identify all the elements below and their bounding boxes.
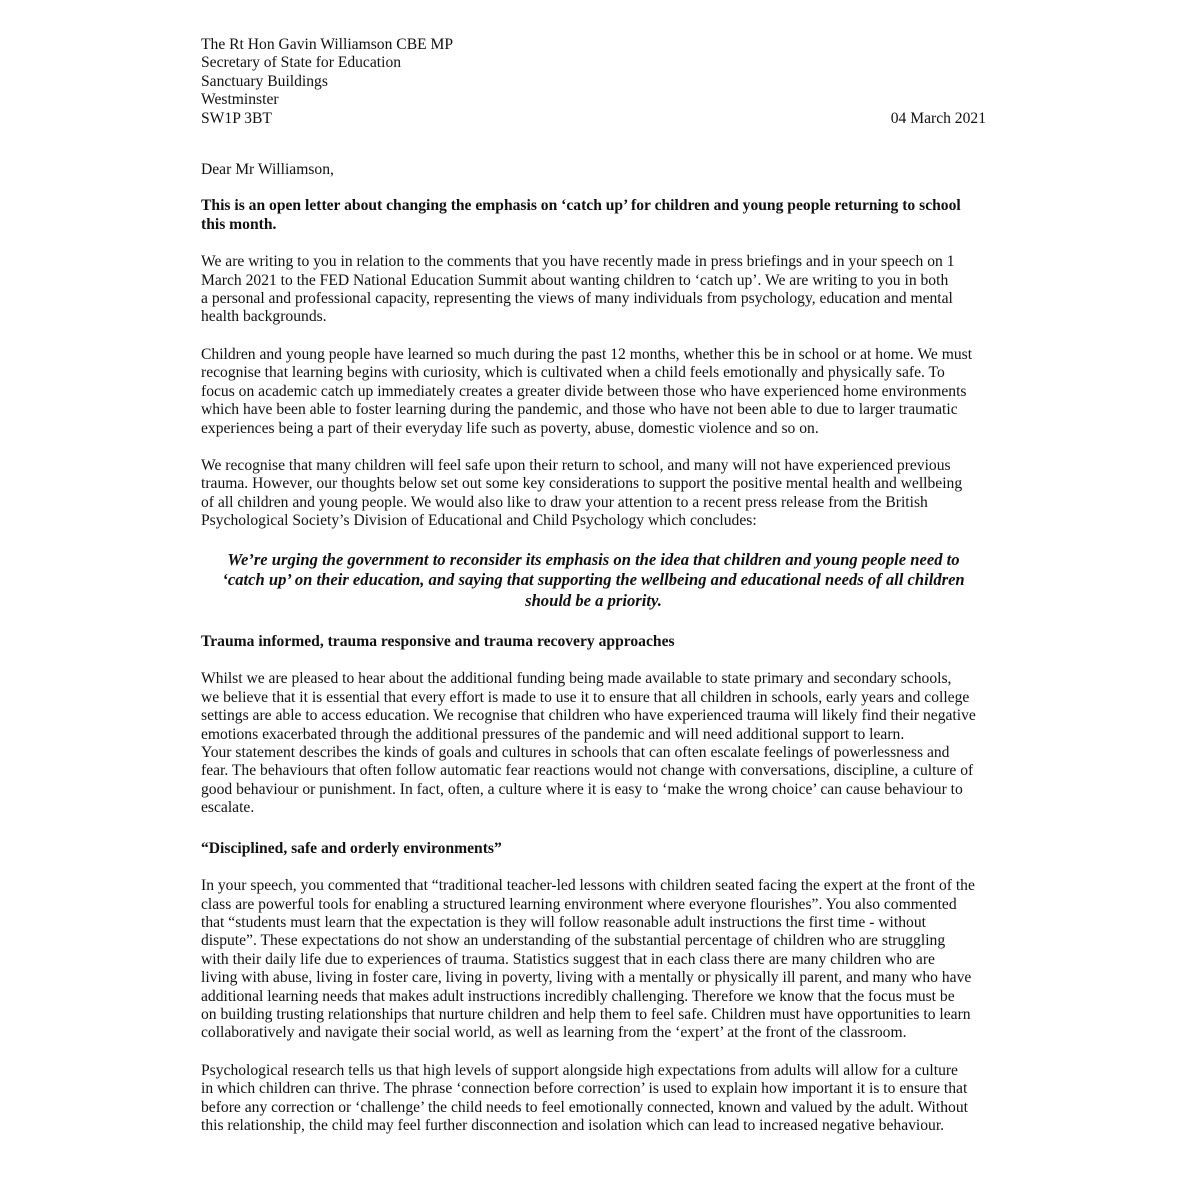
letter-date: 04 March 2021 bbox=[890, 109, 986, 127]
recipient-address bbox=[201, 36, 986, 128]
text-line: emotions exacerbated through the additional pressures of the pandemic and will need additional support to learn. bbox=[201, 725, 905, 743]
address-line: Sanctuary Buildings bbox=[201, 72, 328, 90]
address-line: Secretary of State for Education bbox=[201, 54, 402, 72]
text-line: fear. The behaviours that often follow automatic fear reactions would not change with conversations, discipline, a culture of bbox=[201, 762, 974, 780]
text-line: We recognise that many children will feel safe upon their return to school, and many will not have experienced previous bbox=[201, 456, 951, 474]
section-heading: Trauma informed, trauma responsive and trauma recovery approaches bbox=[201, 633, 675, 651]
text-line: with their daily life due to experiences of trauma. Statistics suggest that in each class there are many children who are bbox=[201, 950, 935, 968]
block-quote bbox=[201, 550, 986, 612]
text-line: which have been able to foster learning during the pandemic, and those who have not been able to due to larger traumatic bbox=[201, 401, 958, 419]
address-line: Westminster bbox=[201, 91, 279, 109]
intro-statement bbox=[201, 197, 986, 234]
text-line: before any correction or ‘challenge’ the child needs to feel emotionally connected, known and valued by the adult. Without bbox=[201, 1098, 968, 1116]
paragraph bbox=[201, 877, 986, 1043]
salutation: Dear Mr Williamson, bbox=[201, 161, 334, 179]
text-line: that “students must learn that the expectation is they will follow reasonable adult instructions the first time - without bbox=[201, 913, 926, 931]
text-line: experiences being a part of their everyday life such as poverty, abuse, domestic violence and so on. bbox=[201, 419, 819, 437]
paragraph bbox=[201, 670, 986, 817]
paragraph bbox=[201, 1062, 986, 1136]
text-line: Your statement describes the kinds of goals and cultures in schools that can often escalate feelings of powerlessness and bbox=[201, 744, 950, 762]
text-line: Psychological Society’s Division of Educational and Child Psychology which concludes: bbox=[201, 512, 757, 530]
text-line: collaboratively and navigate their social world, as well as learning from the ‘expert’ at the front of the classroom. bbox=[201, 1024, 907, 1042]
address-line: SW1P 3BT bbox=[201, 109, 272, 127]
text-line: escalate. bbox=[201, 799, 255, 817]
section-heading: “Disciplined, safe and orderly environments” bbox=[201, 839, 502, 857]
text-line: recognise that learning begins with curiosity, which is cultivated when a child feels emotionally and physically safe. To bbox=[201, 364, 945, 382]
text-line: this relationship, the child may feel further disconnection and isolation which can lead to increased negative behaviour. bbox=[201, 1116, 945, 1134]
letter-page bbox=[201, 36, 986, 1135]
quote-line: We’re urging the government to reconsider its emphasis on the idea that children and young people need to bbox=[227, 549, 960, 569]
paragraph bbox=[201, 253, 986, 327]
text-line: March 2021 to the FED National Education Summit about wanting children to ‘catch up’. We are writing to you in both bbox=[201, 271, 949, 289]
text-line: health backgrounds. bbox=[201, 308, 327, 326]
address-line: The Rt Hon Gavin Williamson CBE MP bbox=[201, 36, 454, 53]
text-line: This is an open letter about changing the emphasis on ‘catch up’ for children and young people returning to school bbox=[201, 197, 961, 215]
text-line: focus on academic catch up immediately creates a greater divide between those who have experienced home environments bbox=[201, 382, 967, 400]
text-line: in which children can thrive. The phrase ‘connection before correction’ is used to explain how important it is to ensure that bbox=[201, 1080, 968, 1098]
paragraph bbox=[201, 346, 986, 438]
text-line: In your speech, you commented that “traditional teacher-led lessons with children seated facing the expert at the front of the bbox=[201, 877, 975, 895]
text-line: Whilst we are pleased to hear about the additional funding being made available to state primary and secondary schools, bbox=[201, 670, 952, 688]
paragraph bbox=[201, 457, 986, 531]
text-line: we believe that it is essential that every effort is made to use it to ensure that all children in schools, early years and college bbox=[201, 688, 970, 706]
text-line: good behaviour or punishment. In fact, often, a culture where it is easy to ‘make the wrong choice’ can cause behaviour to bbox=[201, 780, 963, 798]
quote-line: should be a priority. bbox=[525, 590, 662, 610]
text-line: dispute”. These expectations do not show an understanding of the substantial percentage of children who are struggling bbox=[201, 932, 946, 950]
address-block bbox=[201, 36, 986, 128]
text-line: We are writing to you in relation to the comments that you have recently made in press briefings and in your speech on 1 bbox=[201, 253, 955, 271]
text-line: class are powerful tools for enabling a structured learning environment where everyone flourishes”. You also commented bbox=[201, 895, 957, 913]
text-line: additional learning needs that makes adult instructions incredibly challenging. Therefore we know that the focus must be bbox=[201, 987, 955, 1005]
text-line: trauma. However, our thoughts below set out some key considerations to support the positive mental health and wellbeing bbox=[201, 475, 963, 493]
text-line: living with abuse, living in foster care, living in poverty, living with a mentally or physically ill parent, and many who have bbox=[201, 969, 972, 987]
text-line: Children and young people have learned so much during the past 12 months, whether this be in school or at home. We must bbox=[201, 345, 973, 363]
text-line: a personal and professional capacity, representing the views of many individuals from psychology, education and mental bbox=[201, 290, 953, 308]
text-line: on building trusting relationships that nurture children and help them to feel safe. Children must have opportunities to learn bbox=[201, 1005, 971, 1023]
text-line: this month. bbox=[201, 215, 277, 233]
quote-line: ‘catch up’ on their education, and saying that supporting the wellbeing and educational needs of all children bbox=[222, 570, 965, 590]
text-line: Psychological research tells us that high levels of support alongside high expectations from adults will allow for a culture bbox=[201, 1061, 958, 1079]
text-line: settings are able to access education. We recognise that children who have experienced trauma will likely find their negative bbox=[201, 707, 976, 725]
text-line: of all children and young people. We would also like to draw your attention to a recent press release from the British bbox=[201, 493, 928, 511]
